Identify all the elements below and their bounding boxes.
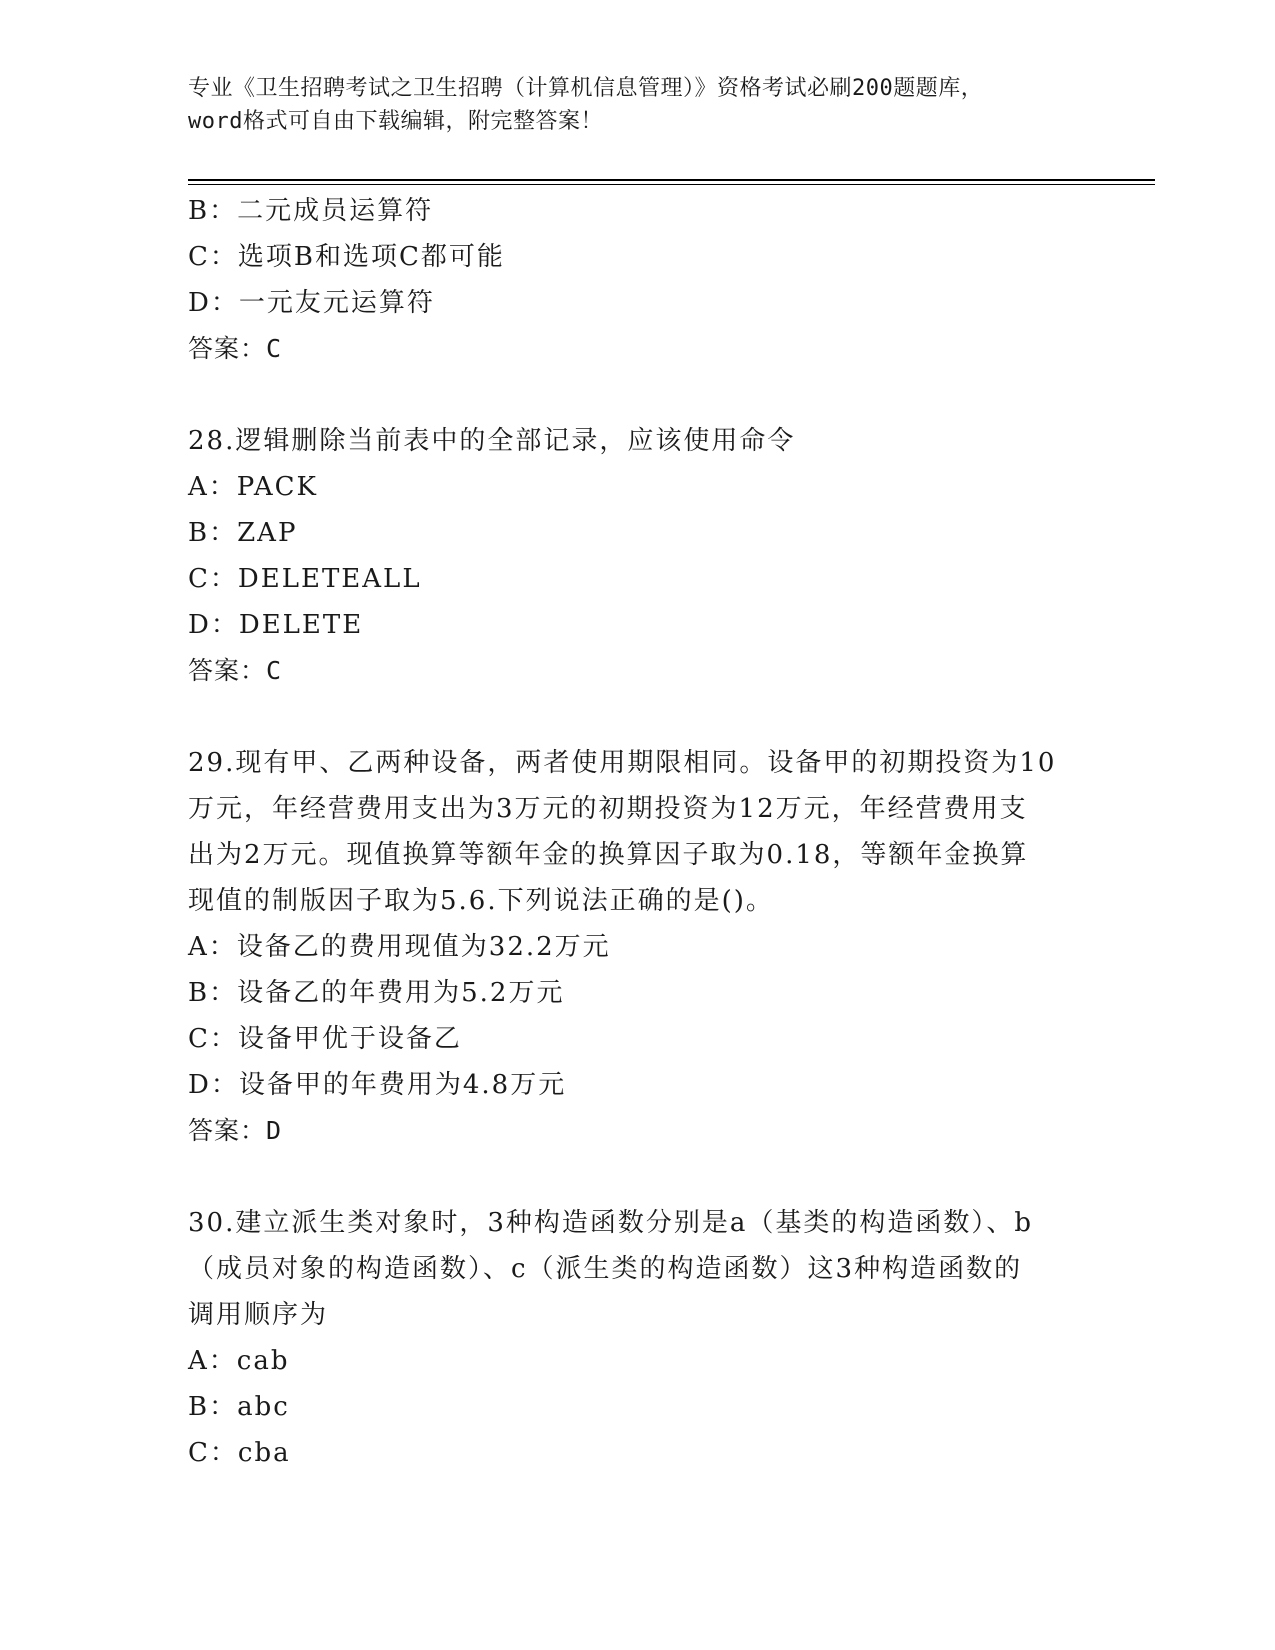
option-c: C：选项B和选项C都可能 xyxy=(188,242,505,272)
option-b: B：二元成员运算符 xyxy=(188,196,434,226)
option-d: D：设备甲的年费用为4.8万元 xyxy=(188,1070,567,1100)
option-c: C：cba xyxy=(188,1438,291,1468)
question-text: 28.逻辑删除当前表中的全部记录，应该使用命令 xyxy=(188,426,796,456)
question-27-tail xyxy=(188,188,1088,372)
question-text-line-3: 调用顺序为 xyxy=(188,1300,329,1330)
answer: 答案：D xyxy=(188,1116,283,1145)
question-text-line-4: 现值的制版因子取为5.6.下列说法正确的是()。 xyxy=(188,886,774,916)
option-d: D：DELETE xyxy=(188,610,364,640)
option-b: B：abc xyxy=(188,1392,290,1422)
question-29 xyxy=(188,740,1088,1154)
option-c: C：DELETEALL xyxy=(188,564,422,594)
header-divider-thick xyxy=(188,179,1155,181)
question-text-line-3: 出为2万元。现值换算等额年金的换算因子取为0.18，等额年金换算 xyxy=(188,840,1029,870)
option-b: B：ZAP xyxy=(188,518,298,548)
question-text-line-1: 30.建立派生类对象时，3种构造函数分别是a（基类的构造函数）、b xyxy=(188,1208,1034,1238)
option-a: A：cab xyxy=(188,1346,290,1376)
question-text-line-2: （成员对象的构造函数）、c（派生类的构造函数）这3种构造函数的 xyxy=(188,1254,1023,1284)
answer: 答案：C xyxy=(188,656,283,685)
question-content xyxy=(188,188,1088,1476)
question-text-line-1: 29.现有甲、乙两种设备，两者使用期限相同。设备甲的初期投资为10 xyxy=(188,748,1057,778)
question-30 xyxy=(188,1200,1088,1476)
option-c: C：设备甲优于设备乙 xyxy=(188,1024,462,1054)
option-d: D：一元友元运算符 xyxy=(188,288,435,318)
option-a: A：PACK xyxy=(188,472,318,502)
header-title-line-1: 专业《卫生招聘考试之卫生招聘（计算机信息管理）》资格考试必刷200题题库， xyxy=(188,76,984,101)
header-title-line-2: word格式可自由下载编辑，附完整答案！ xyxy=(188,109,603,134)
option-b: B：设备乙的年费用为5.2万元 xyxy=(188,978,565,1008)
document-header xyxy=(188,72,1088,138)
header-divider-thin xyxy=(188,184,1155,185)
question-28 xyxy=(188,418,1088,694)
answer: 答案：C xyxy=(188,334,283,363)
option-a: A：设备乙的费用现值为32.2万元 xyxy=(188,932,611,962)
question-text-line-2: 万元，年经营费用支出为3万元的初期投资为12万元，年经营费用支 xyxy=(188,794,1028,824)
